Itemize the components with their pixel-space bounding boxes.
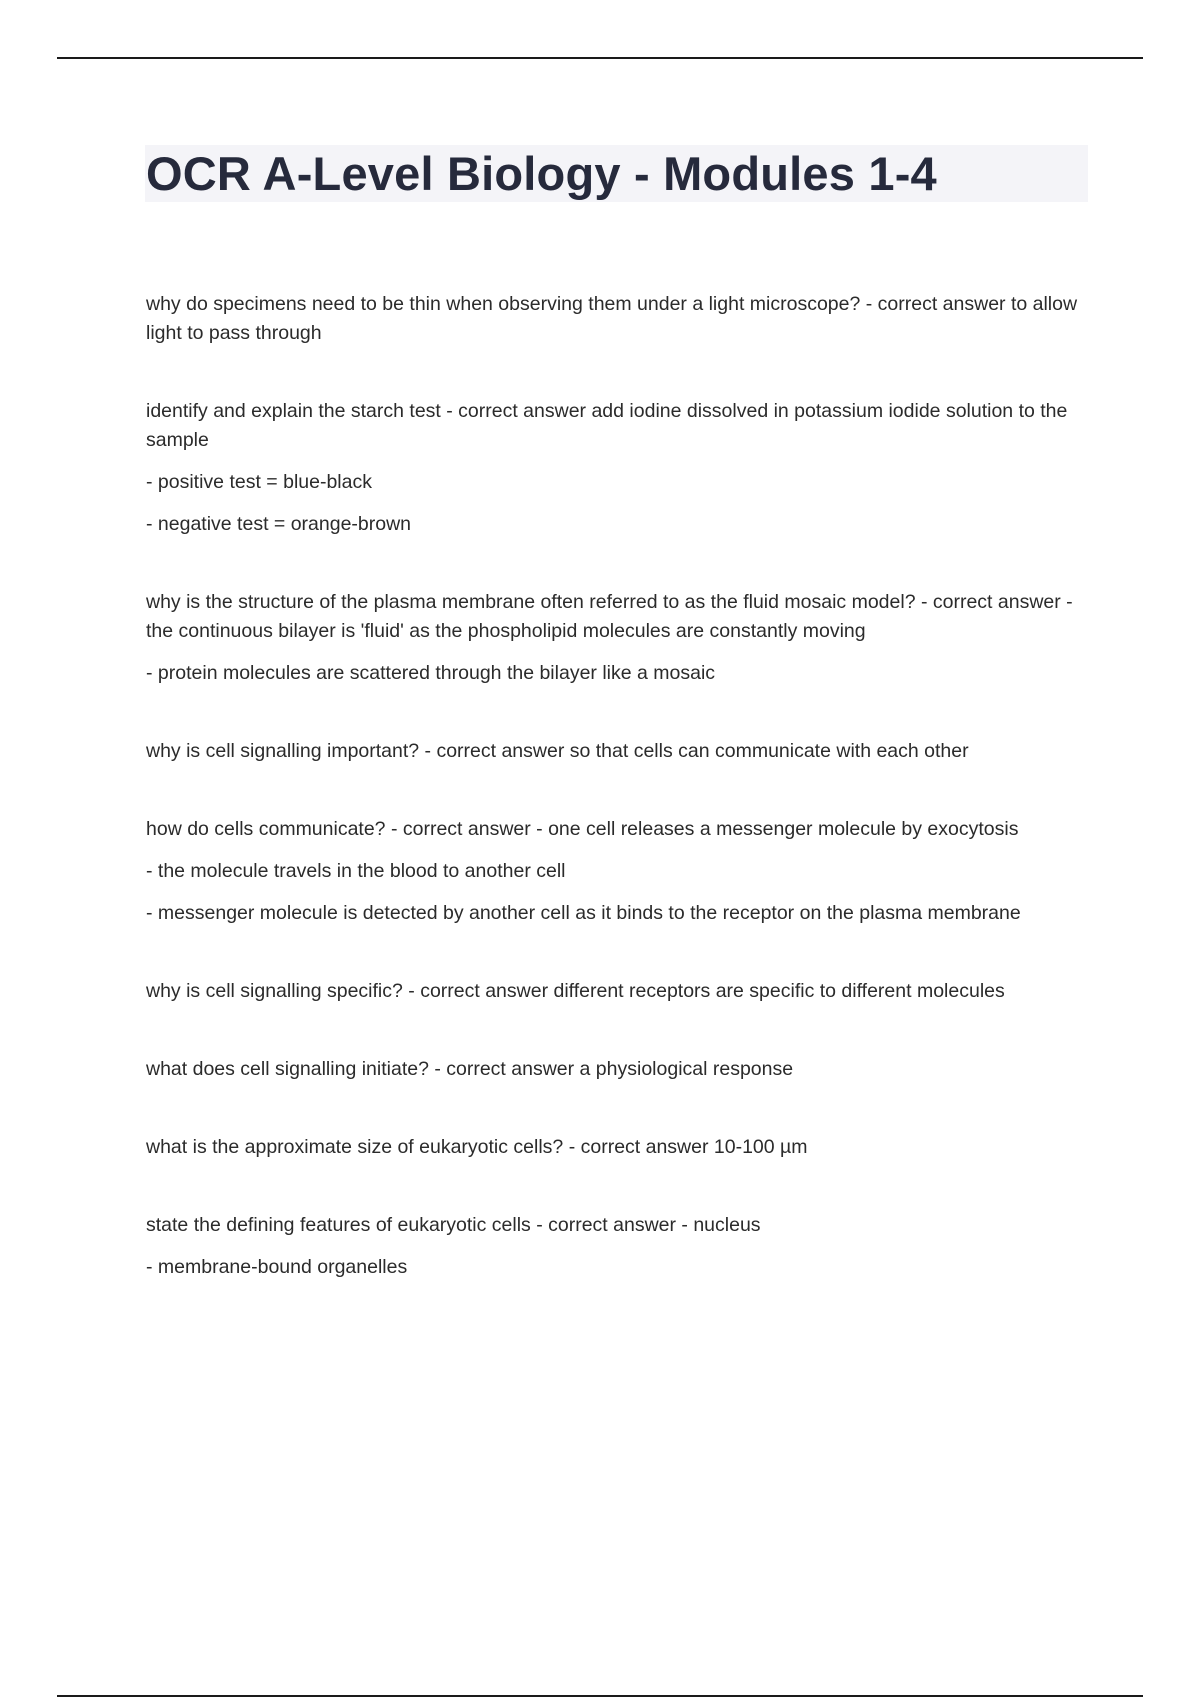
qa-text: why is cell signalling specific? - correct answer different receptors are specific to different molecules xyxy=(146,980,1005,1002)
bottom-rule xyxy=(57,1695,1143,1697)
qa-text: identify and explain the starch test - correct answer add iodine dissolved in potassium iodide solution to the sample xyxy=(146,400,1068,451)
qa-entry xyxy=(146,588,1086,688)
qa-list xyxy=(146,290,1086,1331)
qa-entry xyxy=(146,815,1086,928)
qa-text: - positive test = blue-black xyxy=(146,471,372,493)
page-title: OCR A-Level Biology - Modules 1-4 xyxy=(146,147,937,200)
qa-entry xyxy=(146,397,1086,539)
qa-text: - the molecule travels in the blood to another cell xyxy=(146,860,566,882)
qa-text: what is the approximate size of eukaryotic cells? - correct answer 10-100 µm xyxy=(146,1136,808,1158)
qa-text: - membrane-bound organelles xyxy=(146,1256,408,1278)
qa-text: what does cell signalling initiate? - correct answer a physiological response xyxy=(146,1058,794,1080)
qa-text: state the defining features of eukaryotic cells - correct answer - nucleus xyxy=(146,1214,761,1236)
qa-entry xyxy=(146,737,1086,766)
qa-entry xyxy=(146,977,1086,1006)
qa-text: why do specimens need to be thin when observing them under a light microscope? - correct answer to allow light to pass through xyxy=(146,293,1078,344)
qa-text: why is cell signalling important? - correct answer so that cells can communicate with each other xyxy=(146,740,969,762)
qa-text: - messenger molecule is detected by another cell as it binds to the receptor on the plasma membrane xyxy=(146,902,1021,924)
qa-text: - negative test = orange-brown xyxy=(146,513,412,535)
qa-text: - protein molecules are scattered through the bilayer like a mosaic xyxy=(146,662,716,684)
qa-entry xyxy=(146,1133,1086,1162)
qa-entry xyxy=(146,1055,1086,1084)
qa-text: how do cells communicate? - correct answer - one cell releases a messenger molecule by exocytosis xyxy=(146,818,1019,840)
qa-entry xyxy=(146,290,1086,348)
qa-text: why is the structure of the plasma membrane often referred to as the fluid mosaic model? - correct answer - the continuous bilayer is 'fluid' as the phospholipid molecules are constantly moving xyxy=(146,591,1073,642)
qa-entry xyxy=(146,1211,1086,1282)
top-rule xyxy=(57,57,1143,59)
